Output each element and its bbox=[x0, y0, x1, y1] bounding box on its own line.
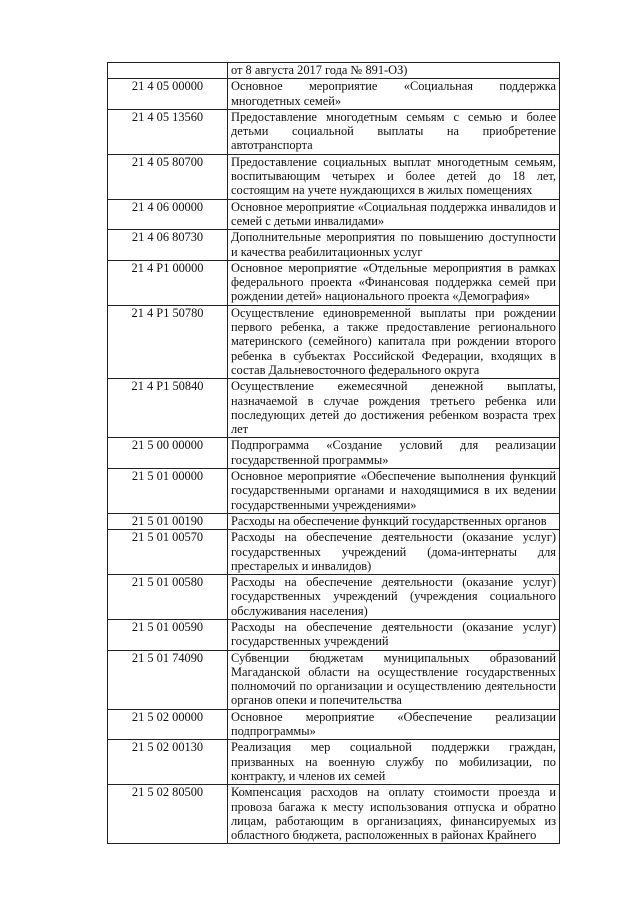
row-description: Компенсация расходов на оплату стоимости проезда и провоза багажа к месту использования отпуска и обратно лицам, работающим в организациях, финансируемых из областного бюджета, расположенных в районах Крайнего bbox=[228, 785, 560, 844]
table-row bbox=[108, 230, 560, 261]
table-row bbox=[108, 379, 560, 438]
row-code: 21 4 P1 50840 bbox=[108, 379, 228, 438]
row-description: Расходы на обеспечение деятельности (оказание услуг) государственных учреждений (учреждения социального обслуживания населения) bbox=[228, 575, 560, 620]
row-description: Основное мероприятие «Социальная поддержка многодетных семей» bbox=[228, 79, 560, 110]
table-row bbox=[108, 575, 560, 620]
row-code: 21 5 02 00130 bbox=[108, 740, 228, 785]
row-code: 21 5 02 80500 bbox=[108, 785, 228, 844]
row-description: Подпрограмма «Создание условий для реализации государственной программы» bbox=[228, 438, 560, 469]
table-row bbox=[108, 199, 560, 230]
table-row bbox=[108, 79, 560, 110]
row-description: Расходы на обеспечение деятельности (оказание услуг) государственных учреждений bbox=[228, 619, 560, 650]
table-row bbox=[108, 154, 560, 199]
row-code: 21 4 05 80700 bbox=[108, 154, 228, 199]
row-code bbox=[108, 63, 228, 79]
row-code: 21 5 01 00000 bbox=[108, 469, 228, 514]
table-row bbox=[108, 785, 560, 844]
table-row bbox=[108, 438, 560, 469]
row-code: 21 5 01 00580 bbox=[108, 575, 228, 620]
row-code: 21 4 P1 00000 bbox=[108, 260, 228, 305]
row-code: 21 5 00 00000 bbox=[108, 438, 228, 469]
row-code: 21 5 01 74090 bbox=[108, 650, 228, 709]
row-description: Предоставление социальных выплат многодетным семьям, воспитывающим четырех и более детей до 18 лет, состоящим на учете нуждающихся в жилых помещениях bbox=[228, 154, 560, 199]
row-code: 21 4 P1 50780 bbox=[108, 305, 228, 378]
table-row bbox=[108, 305, 560, 378]
row-description: Основное мероприятие «Обеспечение выполнения функций государственными органами и находящимися в их ведении государственными учреждениями» bbox=[228, 469, 560, 514]
table-row bbox=[108, 709, 560, 740]
budget-classification-table bbox=[107, 62, 560, 844]
row-description: Осуществление ежемесячной денежной выплаты, назначаемой в случае рождения третьего ребенка или последующих детей до достижения ребенком возраста трех лет bbox=[228, 379, 560, 438]
row-description: Предоставление многодетным семьям с семью и более детьми социальной выплаты на приобретение автотранспорта bbox=[228, 109, 560, 154]
row-code: 21 4 06 80730 bbox=[108, 230, 228, 261]
row-description: Основное мероприятие «Обеспечение реализации подпрограммы» bbox=[228, 709, 560, 740]
row-code: 21 4 05 13560 bbox=[108, 109, 228, 154]
table-row bbox=[108, 63, 560, 79]
row-code: 21 5 01 00590 bbox=[108, 619, 228, 650]
row-description: Основное мероприятие «Социальная поддержка инвалидов и семей с детьми инвалидами» bbox=[228, 199, 560, 230]
table-row bbox=[108, 513, 560, 529]
row-description: Основное мероприятие «Отдельные мероприятия в рамках федерального проекта «Финансовая поддержка семей при рождении детей» национального проекта «Демография» bbox=[228, 260, 560, 305]
row-code: 21 5 01 00570 bbox=[108, 530, 228, 575]
row-code: 21 4 05 00000 bbox=[108, 79, 228, 110]
table-row bbox=[108, 619, 560, 650]
row-code: 21 5 01 00190 bbox=[108, 513, 228, 529]
row-description: Расходы на обеспечение функций государственных органов bbox=[228, 513, 560, 529]
table-row bbox=[108, 530, 560, 575]
table-row bbox=[108, 650, 560, 709]
row-description: Реализация мер социальной поддержки граждан, призванных на военную службу по мобилизации, по контракту, и членов их семей bbox=[228, 740, 560, 785]
row-description: Осуществление единовременной выплаты при рождении первого ребенка, а также предоставление регионального материнского (семейного) капитала при рождении второго ребенка в субъектах Российской Федерации, входящих в состав Дальневосточного федерального округа bbox=[228, 305, 560, 378]
table-row bbox=[108, 740, 560, 785]
table-row bbox=[108, 109, 560, 154]
row-description: Субвенции бюджетам муниципальных образований Магаданской области на осуществление государственных полномочий по организации и осуществлению деятельности органов опеки и попечительства bbox=[228, 650, 560, 709]
table-row bbox=[108, 469, 560, 514]
row-description: Дополнительные мероприятия по повышению доступности и качества реабилитационных услуг bbox=[228, 230, 560, 261]
row-description: от 8 августа 2017 года № 891-ОЗ) bbox=[228, 63, 560, 79]
row-code: 21 4 06 00000 bbox=[108, 199, 228, 230]
row-description: Расходы на обеспечение деятельности (оказание услуг) государственных учреждений (дома-интернаты для престарелых и инвалидов) bbox=[228, 530, 560, 575]
table-row bbox=[108, 260, 560, 305]
row-code: 21 5 02 00000 bbox=[108, 709, 228, 740]
